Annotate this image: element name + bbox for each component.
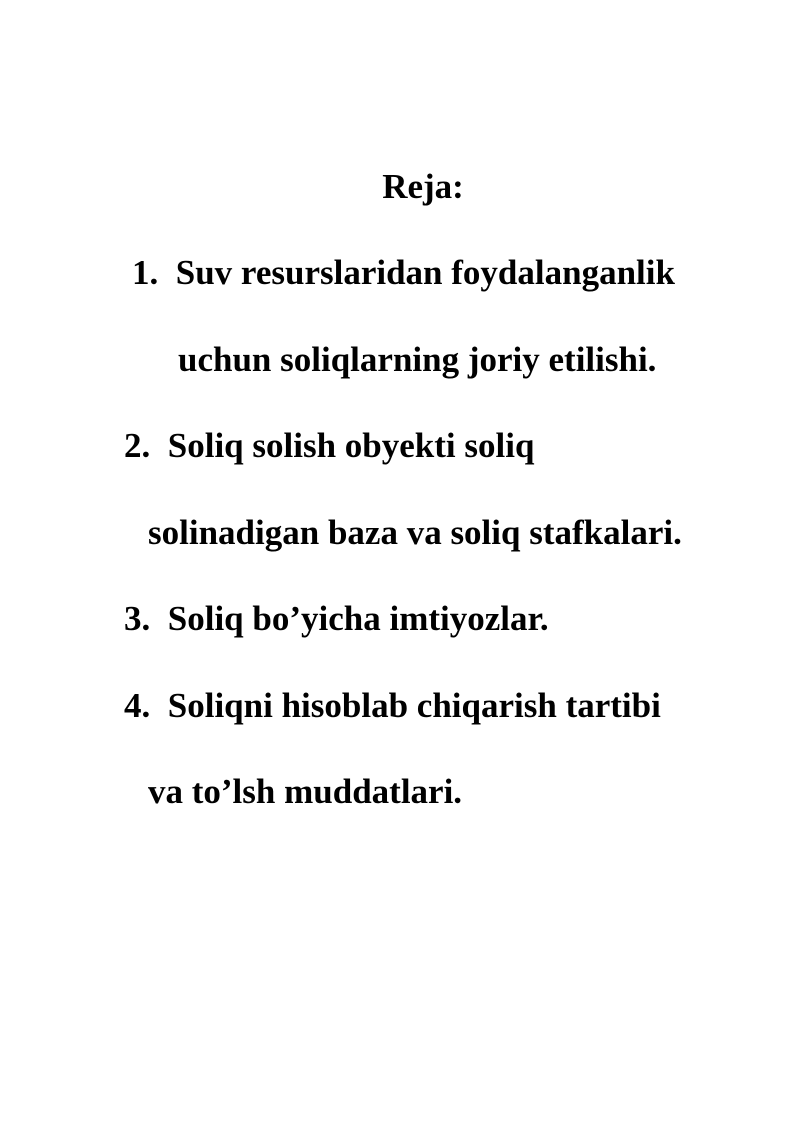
list-item-4-text-1: Soliqni hisoblab chiqarish tartibi	[167, 686, 661, 725]
list-item-4-text-2: va to’lsh muddatlari.	[148, 772, 463, 811]
list-item-2-line-1	[124, 422, 534, 470]
list-item-1-text-2: uchun soliqlarning joriy etilishi.	[178, 340, 657, 379]
list-item-1-number: 1.	[132, 253, 159, 292]
list-item-2-text-2: solinadigan baza va soliq stafkalari.	[148, 513, 682, 552]
page-title: Reja:	[382, 167, 464, 206]
list-item-4-number: 4.	[124, 686, 151, 725]
list-item-1-line-2	[178, 336, 656, 384]
list-item-3-number: 3.	[124, 599, 151, 638]
list-item-2-line-2	[148, 509, 682, 557]
list-item-4-line-1	[124, 682, 661, 730]
list-item-2-text-1: Soliq solish obyekti soliq	[167, 426, 535, 465]
list-item-1-text-1: Suv resurslaridan foydalanganlik	[175, 253, 675, 292]
list-item-2-number: 2.	[124, 426, 151, 465]
list-item-3-text-1: Soliq bo’yicha imtiyozlar.	[167, 599, 549, 638]
list-item-3-line-1	[124, 595, 549, 643]
list-item-4-line-2	[148, 768, 462, 816]
list-item-1-line-1	[132, 249, 675, 297]
